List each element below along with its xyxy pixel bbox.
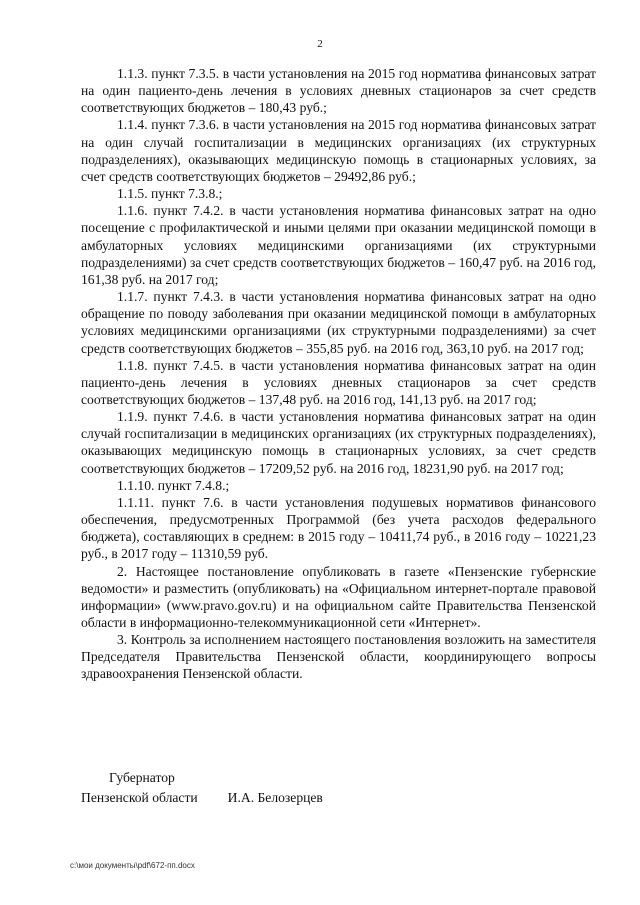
paragraph-1-1-5: 1.1.5. пункт 7.3.8.; [117,186,223,202]
signature-role: Губернатор [109,770,175,785]
paragraph-2: 2. Настоящее постановление опубликовать в газете «Пензенские губернские ведомости» и разместить (опубликовать) на «Официальном интернет-портале правовой информации» (www.pravo.gov.ru) и на официальном сайте Правительства Пензенской области в информационно-телекоммуникационной сети «Интернет». [81,563,596,630]
signature-line [81,788,381,808]
signature-block [81,768,381,808]
paragraph-1-1-11: 1.1.11. пункт 7.6. в части установления подушевых нормативов финансового обеспечения, предусмотренных Программой (без учета расходов федерального бюджета), составляющих в среднем: в 2015 году – 10411,74 руб., в 2016 году – 10221,23 руб., в 2017 году – 11310,59 руб. [81,494,596,562]
paragraph-1-1-9: 1.1.9. пункт 7.4.6. в части установления норматива финансовых затрат на один случай госпитализации в медицинских организациях (их структурных подразделениях), оказывающих медицинскую помощь в стационарных условиях, за счет средств соответствующих бюджетов – 17209,52 руб. на 2016 год, 18231,90 руб. на 2017 год; [81,409,596,476]
paragraph-1-1-3: 1.1.3. пункт 7.3.5. в части установления на 2015 год норматива финансовых затрат на один пациенто-день лечения в условиях дневных стационаров за счет средств соответствующих бюджетов – 180,43 руб.; [81,66,596,116]
footer-file-path: c:\мои документы\pdf\672-пп.docx [70,861,195,870]
paragraph-1-1-8: 1.1.8. пункт 7.4.5. в части установления норматива финансовых затрат на один пациенто-день лечения в условиях дневных стационаров за счет средств соответствующих бюджетов – 137,48 руб. на 2016 год, 141,13 руб. на 2017 год; [81,357,596,407]
signature-region: Пензенской области [81,790,198,805]
paragraph-1-1-6: 1.1.6. пункт 7.4.2. в части установления норматива финансовых затрат на одно посещение с профилактической и иными целями при оказании медицинской помощи в амбулаторных условиях медицинскими организациями (их структурными подразделениями) за счет средств соответствующих бюджетов – 160,47 руб. на 2016 год, 161,38 руб. на 2017 год; [81,203,596,287]
page-number: 2 [317,38,323,50]
paragraph-1-1-7: 1.1.7. пункт 7.4.3. в части установления норматива финансовых затрат на одно обращение по поводу заболевания при оказании медицинской помощи в амбулаторных условиях медицинскими организациями (их структурными подразделениями) за счет средств соответствующих бюджетов – 355,85 руб. на 2016 год, 363,10 руб. на 2017 год; [81,289,596,356]
paragraph-3: 3. Контроль за исполнением настоящего постановления возложить на заместителя Председателя Правительства Пензенской области, координирующего вопросы здравоохранения Пензенской области. [81,632,596,682]
document-body [81,65,596,683]
signature-name: И.А. Белозерцев [227,790,323,805]
paragraph-1-1-4: 1.1.4. пункт 7.3.6. в части установления на 2015 год норматива финансовых затрат на один случай госпитализации в медицинских организациях (их структурных подразделениях), оказывающих медицинскую помощь в стационарных условиях, за счет средств соответствующих бюджетов – 29492,86 руб.; [81,117,596,184]
paragraph-1-1-10: 1.1.10. пункт 7.4.8.; [117,477,230,493]
